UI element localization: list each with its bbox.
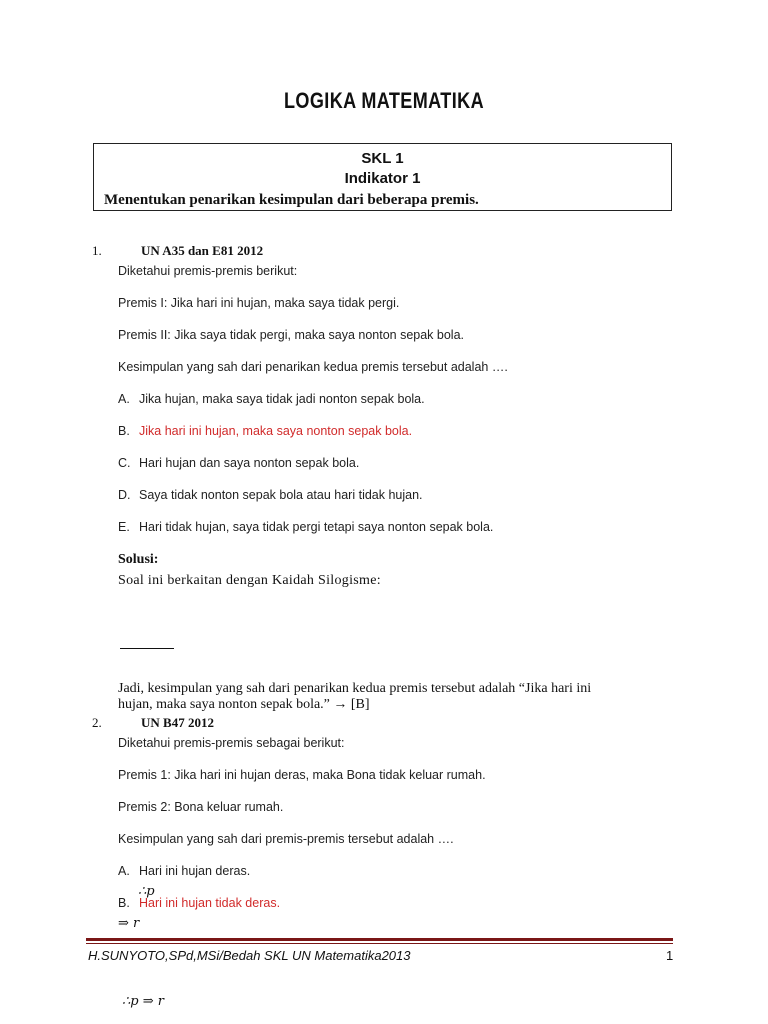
question-1-text: Kesimpulan yang sah dari penarikan kedua premis tersebut adalah …. xyxy=(118,360,508,374)
option-letter: D. xyxy=(118,488,131,502)
option-b-correct: Hari ini hujan tidak deras. xyxy=(139,896,281,910)
solution-text: Soal ini berkaitan dengan Kaidah Silogisme: xyxy=(118,573,381,588)
question-2-intro: Diketahui premis-premis sebagai berikut: xyxy=(118,736,345,750)
question-1-premise-2: Premis II: Jika saya tidak pergi, maka saya nonton sepak bola. xyxy=(118,328,465,342)
footer-rule-thin xyxy=(86,943,673,944)
indikator-description: Menentukan penarikan kesimpulan dari beberapa premis. xyxy=(104,192,479,208)
question-2-premise-2: Premis 2: Bona keluar rumah. xyxy=(118,800,284,814)
page-number: 1 xyxy=(666,948,674,963)
indikator-heading: Indikator 1 xyxy=(344,170,421,187)
question-2-premise-1: Premis 1: Jika hari ini hujan deras, maka Bona tidak keluar rumah. xyxy=(118,768,486,782)
option-letter: B. xyxy=(118,896,130,910)
implies-r-formula: ⇒ r xyxy=(118,916,140,931)
question-2-source: UN B47 2012 xyxy=(141,715,214,730)
option-b-correct: Jika hari ini hujan, maka saya nonton sepak bola. xyxy=(139,424,413,438)
skl-heading: SKL 1 xyxy=(361,150,404,167)
question-1-number: 1. xyxy=(92,243,102,258)
question-2-text: Kesimpulan yang sah dari premis-premis tersebut adalah …. xyxy=(118,832,454,846)
option-c: Hari hujan dan saya nonton sepak bola. xyxy=(139,456,360,470)
conclusion-line-2: hujan, maka saya nonton sepak bola.” → [B] xyxy=(118,697,370,712)
footer-text: H.SUNYOTO,SPd,MSi/Bedah SKL UN Matematika2013 xyxy=(88,948,411,963)
option-d: Saya tidak nonton sepak bola atau hari tidak hujan. xyxy=(139,488,423,502)
option-e: Hari tidak hujan, saya tidak pergi tetapi saya nonton sepak bola. xyxy=(139,520,494,534)
option-letter: C. xyxy=(118,456,131,470)
option-letter: A. xyxy=(118,392,130,406)
question-1-source: UN A35 dan E81 2012 xyxy=(141,243,264,258)
question-1-intro: Diketahui premis-premis berikut: xyxy=(118,264,298,278)
question-2-number: 2. xyxy=(92,715,102,730)
option-letter: B. xyxy=(118,424,130,438)
page-title: LOGIKA MATEMATIKA xyxy=(283,88,485,113)
option-letter: E. xyxy=(118,520,130,534)
conclusion-line-1: Jadi, kesimpulan yang sah dari penarikan kedua premis tersebut adalah “Jika hari ini xyxy=(118,681,592,696)
solution-label: Solusi: xyxy=(118,552,159,567)
therefore-p-formula: ∴p xyxy=(138,884,155,899)
option-a: Hari ini hujan deras. xyxy=(139,864,251,878)
skl-box xyxy=(93,143,672,211)
option-letter: A. xyxy=(118,864,130,878)
question-1-premise-1: Premis I: Jika hari ini hujan, maka saya tidak pergi. xyxy=(118,296,400,310)
footer-rule-thick xyxy=(86,938,673,941)
syllogism-rule xyxy=(120,648,174,649)
therefore-p-implies-r-formula: ∴p ⇒ r xyxy=(122,994,164,1009)
option-a: Jika hujan, maka saya tidak jadi nonton sepak bola. xyxy=(139,392,425,406)
